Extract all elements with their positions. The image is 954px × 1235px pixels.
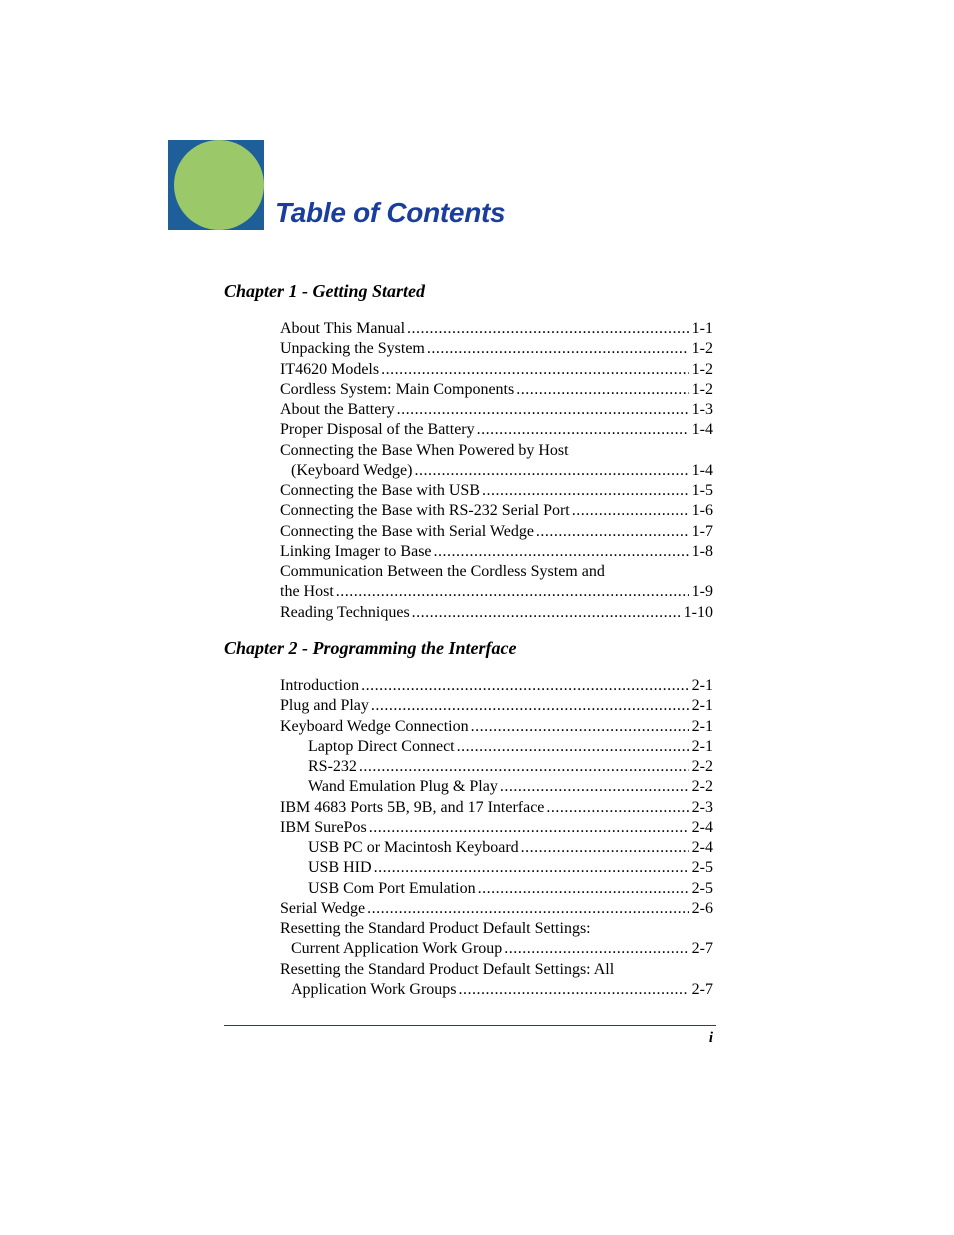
toc-entry-label: USB HID <box>308 859 372 877</box>
toc-subentry[interactable] <box>280 737 713 757</box>
toc-entry[interactable] <box>280 899 713 919</box>
toc-entry-label-line1[interactable]: Communication Between the Cordless System and <box>280 563 605 580</box>
dot-leader <box>374 858 689 878</box>
dot-leader <box>504 939 688 959</box>
toc-entry-label: Linking Imager to Base <box>280 542 432 560</box>
chapter-2-heading: Chapter 2 - Programming the Interface <box>224 638 517 658</box>
toc-entry[interactable] <box>280 798 713 818</box>
dot-leader <box>367 899 689 919</box>
toc-entry-page: 2-4 <box>691 839 713 856</box>
toc-entry-page: 2-2 <box>691 778 713 796</box>
toc-entry-label: Serial Wedge <box>280 899 366 917</box>
dot-leader <box>361 676 689 696</box>
toc-entry-page: 1-10 <box>683 603 713 621</box>
toc-entry-label: the Host <box>280 583 334 601</box>
toc-entry[interactable] <box>280 939 713 959</box>
chapter-logo <box>168 140 264 230</box>
toc-entry[interactable] <box>280 380 713 400</box>
toc-entry-label: IBM SurePos <box>280 818 367 836</box>
toc-subentry[interactable] <box>280 838 713 858</box>
toc-entry-page: 1-8 <box>691 542 713 560</box>
toc-entry-label: Keyboard Wedge Connection <box>280 717 469 735</box>
dot-leader <box>471 717 689 737</box>
toc-entry-page: 1-9 <box>691 583 713 601</box>
dot-leader <box>516 380 688 400</box>
toc-entry-page: 1-2 <box>691 340 713 358</box>
toc-entry-page: 1-3 <box>691 401 713 418</box>
dot-leader <box>381 360 689 380</box>
toc-entry-page: 1-6 <box>691 502 713 520</box>
dot-leader <box>371 696 689 716</box>
toc-entry-label: Connecting the Base with USB <box>280 482 480 499</box>
toc-entry[interactable] <box>280 400 713 420</box>
toc-entry[interactable] <box>280 818 713 838</box>
toc-entry-label: Reading Techniques <box>280 603 410 621</box>
toc-entry-page: 2-5 <box>691 859 713 877</box>
toc-entry-label: Unpacking the System <box>280 340 425 358</box>
toc-entry-page: 2-7 <box>691 980 713 998</box>
toc-entry-label-line1[interactable]: Resetting the Standard Product Default Settings: All <box>280 960 615 978</box>
dot-leader <box>434 542 689 562</box>
toc-entry[interactable] <box>280 676 713 696</box>
toc-subentry[interactable] <box>280 777 713 797</box>
toc-entry-page: 1-2 <box>691 380 713 398</box>
dot-leader <box>359 757 689 777</box>
toc-entry-page: 2-5 <box>691 879 713 897</box>
toc-entry-label: IT4620 Models <box>280 360 380 378</box>
dot-leader <box>407 319 689 339</box>
chapter-1-entries <box>280 319 713 623</box>
chapter-2-entries <box>280 676 713 1000</box>
toc-entry-page: 2-1 <box>691 677 713 694</box>
toc-entry-label: Cordless System: Main Components <box>280 380 515 398</box>
toc-entry-label: USB Com Port Emulation <box>308 879 476 897</box>
toc-subentry[interactable] <box>280 858 713 878</box>
toc-entry-label: RS-232 <box>308 758 357 775</box>
toc-entry-page: 2-4 <box>691 818 713 836</box>
logo-green-circle <box>174 140 264 230</box>
toc-entry-label: Wand Emulation Plug & Play <box>308 778 498 796</box>
dot-leader <box>457 737 689 757</box>
dot-leader <box>500 777 689 797</box>
dot-leader <box>459 980 689 1000</box>
toc-entry-label: IBM 4683 Ports 5B, 9B, and 17 Interface <box>280 798 545 816</box>
toc-entry[interactable] <box>280 696 713 716</box>
toc-entry[interactable] <box>280 542 713 562</box>
toc-entry-label: About the Battery <box>280 401 395 418</box>
toc-entry[interactable] <box>280 319 713 339</box>
toc-entry-label: Current Application Work Group <box>291 940 503 958</box>
toc-entry-label-line1[interactable]: Connecting the Base When Powered by Host <box>280 441 569 459</box>
toc-entry[interactable] <box>280 522 713 542</box>
dot-leader <box>478 879 689 899</box>
toc-entry-label: Connecting the Base with RS-232 Serial Port <box>280 502 570 520</box>
dot-leader <box>572 501 689 521</box>
toc-entry-label: Introduction <box>280 677 360 694</box>
dot-leader <box>336 582 689 602</box>
toc-entry[interactable] <box>280 339 713 359</box>
chapter-1-heading: Chapter 1 - Getting Started <box>224 281 426 301</box>
dot-leader <box>477 420 689 440</box>
dot-leader <box>482 481 689 501</box>
toc-entry[interactable] <box>280 717 713 737</box>
toc-entry-page: 1-7 <box>691 522 713 540</box>
toc-entry[interactable] <box>280 461 713 481</box>
toc-entry-page: 2-1 <box>691 697 713 715</box>
toc-entry-label-line1[interactable]: Resetting the Standard Product Default Settings: <box>280 920 591 937</box>
toc-entry-label: Laptop Direct Connect <box>308 737 455 755</box>
dot-leader <box>397 400 689 420</box>
toc-entry-label: Proper Disposal of the Battery <box>280 421 475 439</box>
toc-subentry[interactable] <box>280 757 713 777</box>
toc-entry[interactable] <box>280 360 713 380</box>
toc-entry-label: (Keyboard Wedge) <box>291 461 413 479</box>
toc-entry-label: USB PC or Macintosh Keyboard <box>308 839 519 856</box>
toc-entry-page: 1-2 <box>691 360 713 378</box>
toc-entry[interactable] <box>280 582 713 602</box>
dot-leader <box>427 339 689 359</box>
page-number: i <box>708 1030 713 1046</box>
dot-leader <box>546 798 688 818</box>
toc-entry-page: 2-1 <box>691 737 713 755</box>
toc-subentry[interactable] <box>280 879 713 899</box>
dot-leader <box>521 838 689 858</box>
toc-entry-page: 1-4 <box>691 421 713 439</box>
toc-entry-page: 2-3 <box>691 798 713 816</box>
dot-leader <box>412 603 681 623</box>
toc-entry[interactable] <box>280 501 713 521</box>
toc-entry-page: 1-1 <box>691 320 713 337</box>
toc-entry-page: 2-2 <box>691 758 713 775</box>
toc-entry-page: 1-5 <box>691 482 713 499</box>
dot-leader <box>536 522 689 542</box>
toc-entry[interactable] <box>280 603 713 623</box>
toc-entry-label: About This Manual <box>280 320 406 337</box>
dot-leader <box>369 818 689 838</box>
toc-entry-page: 2-6 <box>691 899 713 917</box>
page-title: Table of Contents <box>275 197 506 228</box>
toc-entry-label: Application Work Groups <box>291 980 457 998</box>
toc-entry[interactable] <box>280 481 713 501</box>
footer-rule <box>224 1025 716 1026</box>
toc-entry[interactable] <box>280 420 713 440</box>
toc-entry-page: 1-4 <box>691 461 713 479</box>
toc-entry[interactable] <box>280 980 713 1000</box>
toc-entry-page: 2-7 <box>691 940 713 958</box>
toc-entry-label: Plug and Play <box>280 697 369 715</box>
toc-entry-page: 2-1 <box>691 717 713 735</box>
dot-leader <box>414 461 688 481</box>
toc-entry-label: Connecting the Base with Serial Wedge <box>280 522 534 540</box>
